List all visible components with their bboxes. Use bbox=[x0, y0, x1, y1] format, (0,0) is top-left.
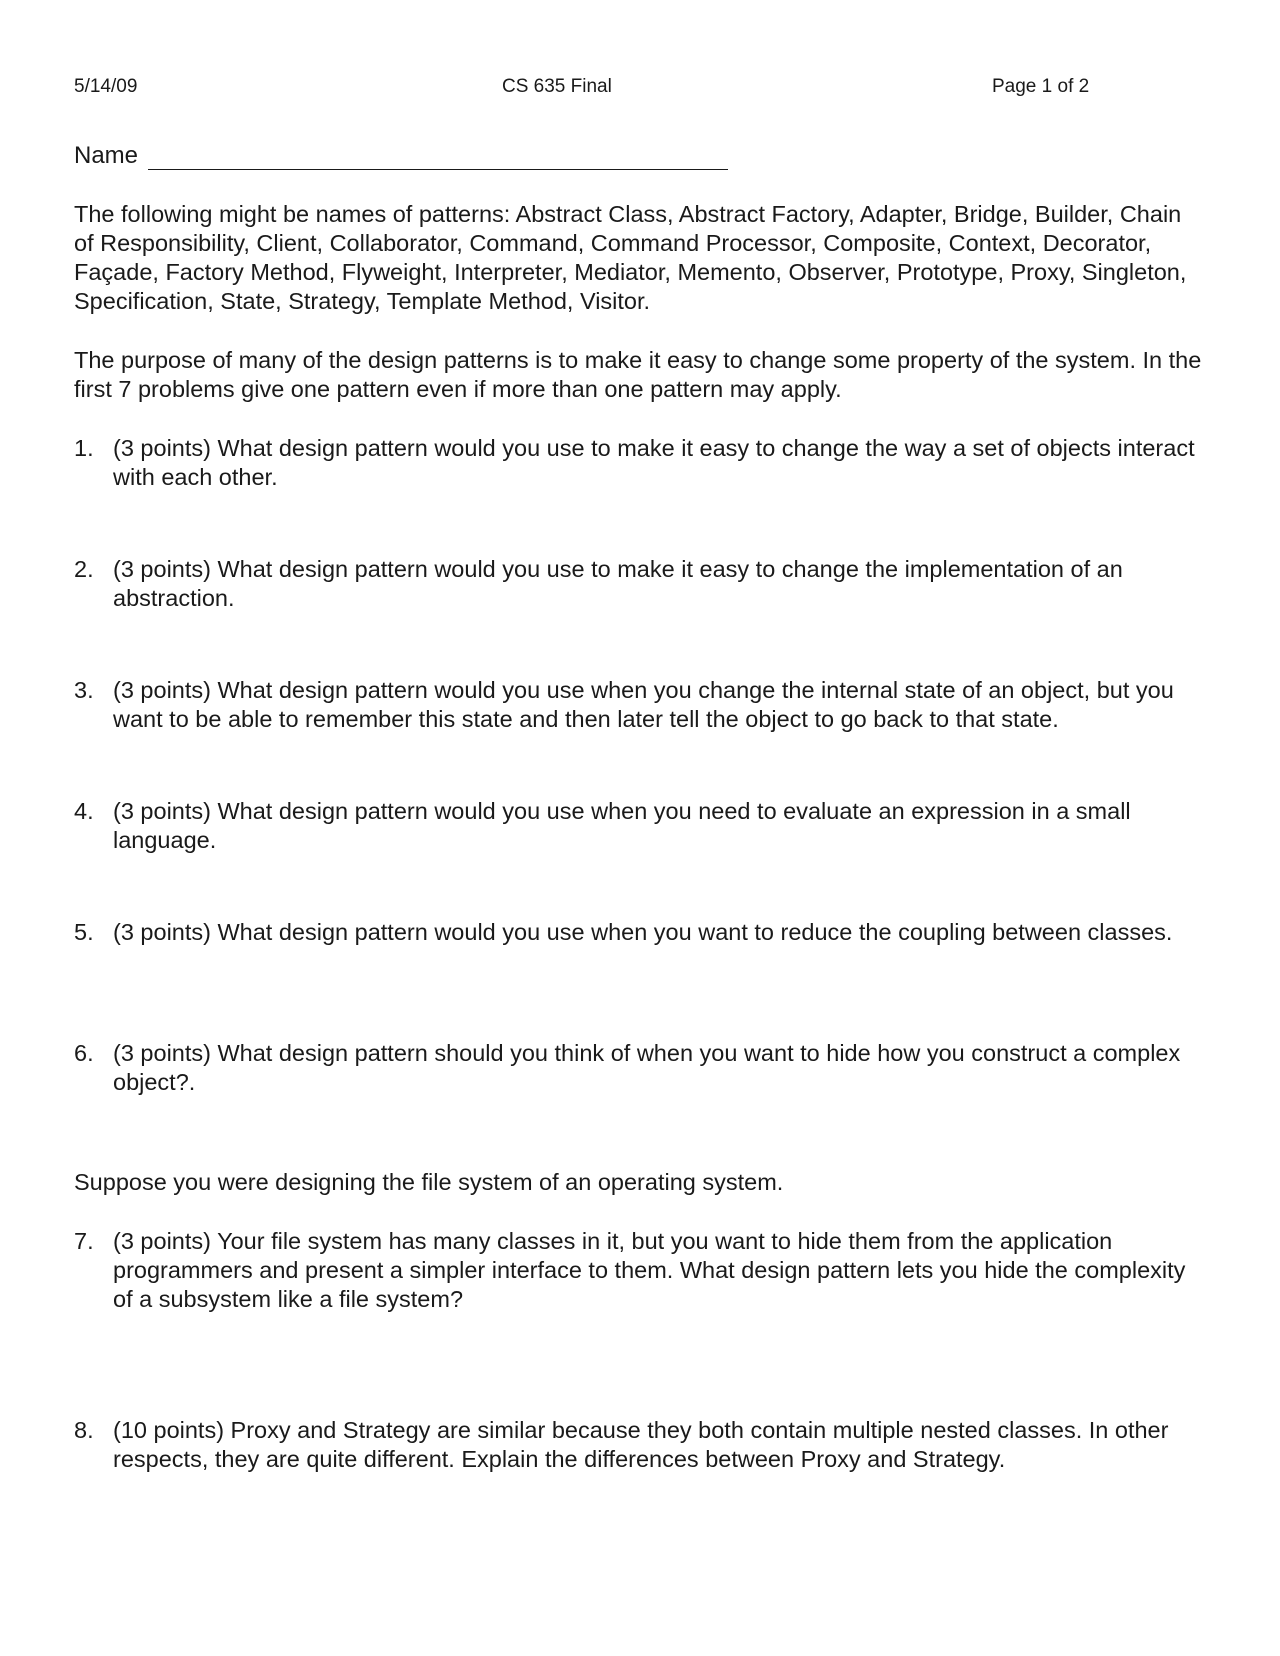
question-5 bbox=[74, 918, 1204, 947]
question-2 bbox=[74, 555, 1204, 613]
question-text: (3 points) What design pattern would you use to make it easy to change the way a set of objects interact with each other. bbox=[113, 435, 1195, 490]
question-number: 8. bbox=[74, 1417, 94, 1443]
question-number: 4. bbox=[74, 798, 94, 824]
file-system-scenario: Suppose you were designing the file system of an operating system. bbox=[74, 1169, 784, 1195]
page-header bbox=[74, 76, 1280, 100]
question-text: (3 points) What design pattern should you think of when you want to hide how you construct a complex object?. bbox=[113, 1040, 1181, 1095]
purpose-paragraph: The purpose of many of the design patterns is to make it easy to change some property of the system. In the first 7 problems give one pattern even if more than one pattern may apply. bbox=[74, 347, 1202, 402]
intro-paragraph: The following might be names of patterns: Abstract Class, Abstract Factory, Adapter, Bridge, Builder, Chain of Responsibility, Client, Collaborator, Command, Command Processor, Composite, Context, Decorator, Façade, Factory Method, Flyweight, Interpreter, Mediator, Memento, Observer, Prototype, Proxy, Singleton, Specification, State, Strategy, Template Method, Visitor. bbox=[74, 201, 1187, 314]
question-number: 2. bbox=[74, 556, 94, 582]
header-page-number: Page 1 of 2 bbox=[992, 76, 1090, 97]
question-8 bbox=[74, 1416, 1204, 1474]
question-4 bbox=[74, 797, 1204, 855]
question-text: (3 points) Your file system has many classes in it, but you want to hide them from the application programmers and present a simpler interface to them. What design pattern lets you hide the complexity of a subsystem like a file system? bbox=[113, 1228, 1186, 1312]
question-number: 1. bbox=[74, 435, 94, 461]
header-title: CS 635 Final bbox=[502, 76, 612, 97]
question-text: (10 points) Proxy and Strategy are similar because they both contain multiple nested classes. In other respects, they are quite different. Explain the differences between Proxy and Strategy. bbox=[113, 1417, 1169, 1472]
question-text: (3 points) What design pattern would you use when you need to evaluate an expression in a small language. bbox=[113, 798, 1131, 853]
question-text: (3 points) What design pattern would you use when you change the internal state of an object, but you want to be able to remember this state and then later tell the object to go back to that state. bbox=[113, 677, 1174, 732]
name-field bbox=[74, 142, 728, 170]
question-number: 7. bbox=[74, 1228, 94, 1254]
name-label: Name bbox=[74, 142, 139, 169]
question-text: (3 points) What design pattern would you use to make it easy to change the implementation of an abstraction. bbox=[113, 556, 1123, 611]
header-date: 5/14/09 bbox=[74, 76, 138, 97]
question-text: (3 points) What design pattern would you use when you want to reduce the coupling between classes. bbox=[113, 919, 1173, 945]
name-blank-line bbox=[148, 145, 728, 170]
question-6 bbox=[74, 1039, 1204, 1097]
question-3 bbox=[74, 676, 1204, 734]
question-number: 5. bbox=[74, 919, 94, 945]
question-1 bbox=[74, 434, 1204, 492]
question-7 bbox=[74, 1227, 1204, 1314]
question-number: 6. bbox=[74, 1040, 94, 1066]
question-number: 3. bbox=[74, 677, 94, 703]
